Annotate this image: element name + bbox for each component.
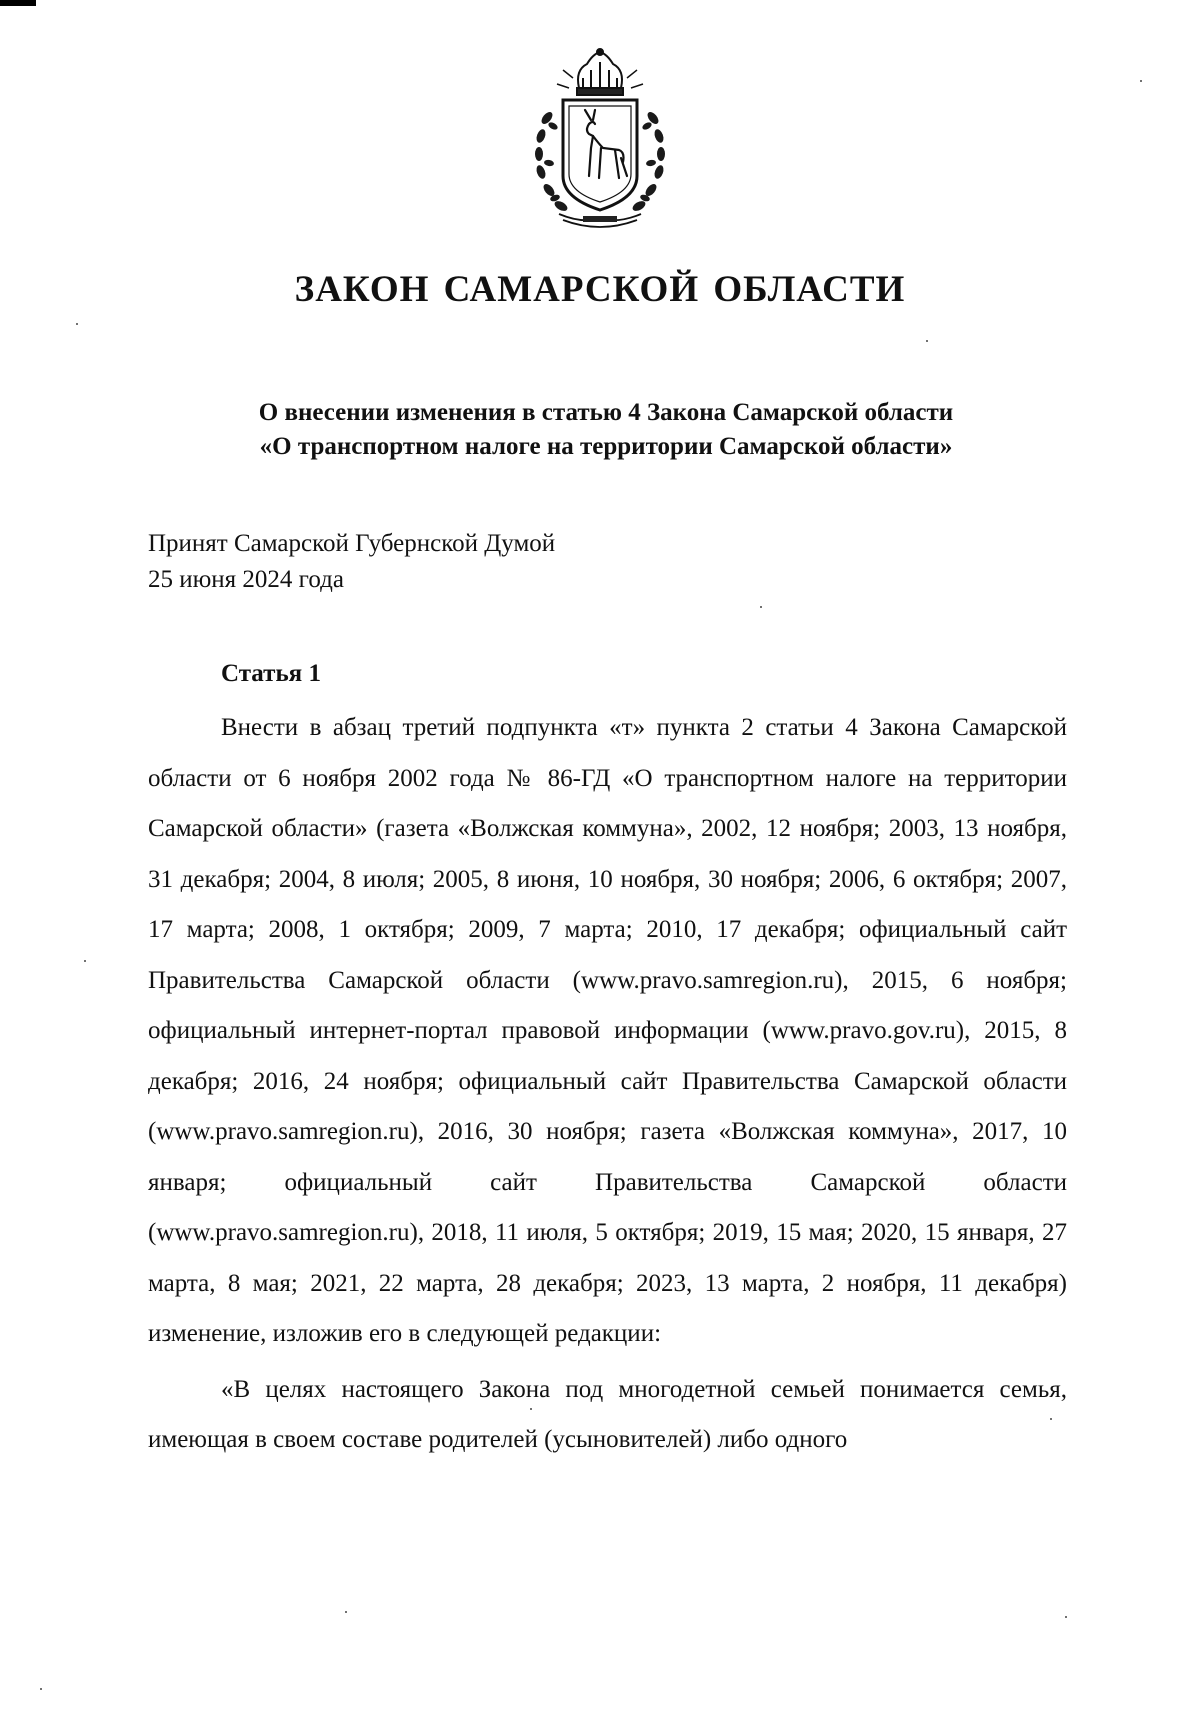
adoption-info [148,526,555,598]
scan-speck [530,1408,532,1410]
article-paragraph-1: Внести в абзац третий подпункта «т» пункта 2 статьи 4 Закона Самарской области от 6 ноября 2002 года № 86-ГД «О транспортном налоге на территории Самарской области» (газета «Волжская коммуна», 2002, 12 ноября; 2003, 13 ноября, 31 декабря; 2004, 8 июля; 2005, 8 июня, 10 ноября, 30 ноября; 2006, 6 октября; 2007, 17 марта; 2008, 1 октября; 2009, 7 марта; 2010, 17 декабря; официальный сайт Правительства Самарской области (www.pravo.samregion.ru), 2015, 6 ноября; официальный интернет-портал правовой информации (www.pravo.gov.ru), 2015, 8 декабря; 2016, 24 ноября; официальный сайт Правительства Самарской области (www.pravo.samregion.ru), 2016, 30 ноября; газета «Волжская коммуна», 2017, 10 января; официальный сайт Правительства Самарской области (www.pravo.samregion.ru), 2018, 11 июля, 5 октября; 2019, 15 мая; 2020, 15 января, 27 марта, 8 мая; 2021, 22 марта, 28 декабря; 2023, 13 марта, 2 ноября, 11 декабря) изменение, изложив его в следующей редакции: [148,714,1067,1347]
scan-speck [1140,80,1142,82]
subtitle-line-1: О внесении изменения в статью 4 Закона Самарской области [258,399,954,426]
coat-of-arms-icon [523,48,677,232]
subtitle-line-2: «О транспортном налоге на территории Самарской области» [259,433,953,460]
law-subtitle [150,396,1062,464]
scan-speck [1050,1418,1052,1420]
article-heading: Статья 1 [221,660,321,687]
article-body [148,703,1067,1466]
scan-edge-mark [0,0,36,6]
law-title: ЗАКОН САМАРСКОЙ ОБЛАСТИ [294,269,906,310]
article-paragraph-2: «В целях настоящего Закона под многодетной семьей понимается семья, имеющая в своем составе родителей (усыновителей) либо одного [148,1375,1067,1453]
scan-speck [926,340,928,342]
scan-speck [1065,1616,1067,1618]
scan-speck [76,323,78,325]
adoption-date: 25 июня 2024 года [148,566,344,593]
scan-speck [40,1688,42,1690]
adoption-body: Принят Самарской Губернской Думой [148,530,556,557]
scan-speck [345,1611,347,1613]
scan-speck [760,606,762,608]
scan-speck [84,960,86,962]
